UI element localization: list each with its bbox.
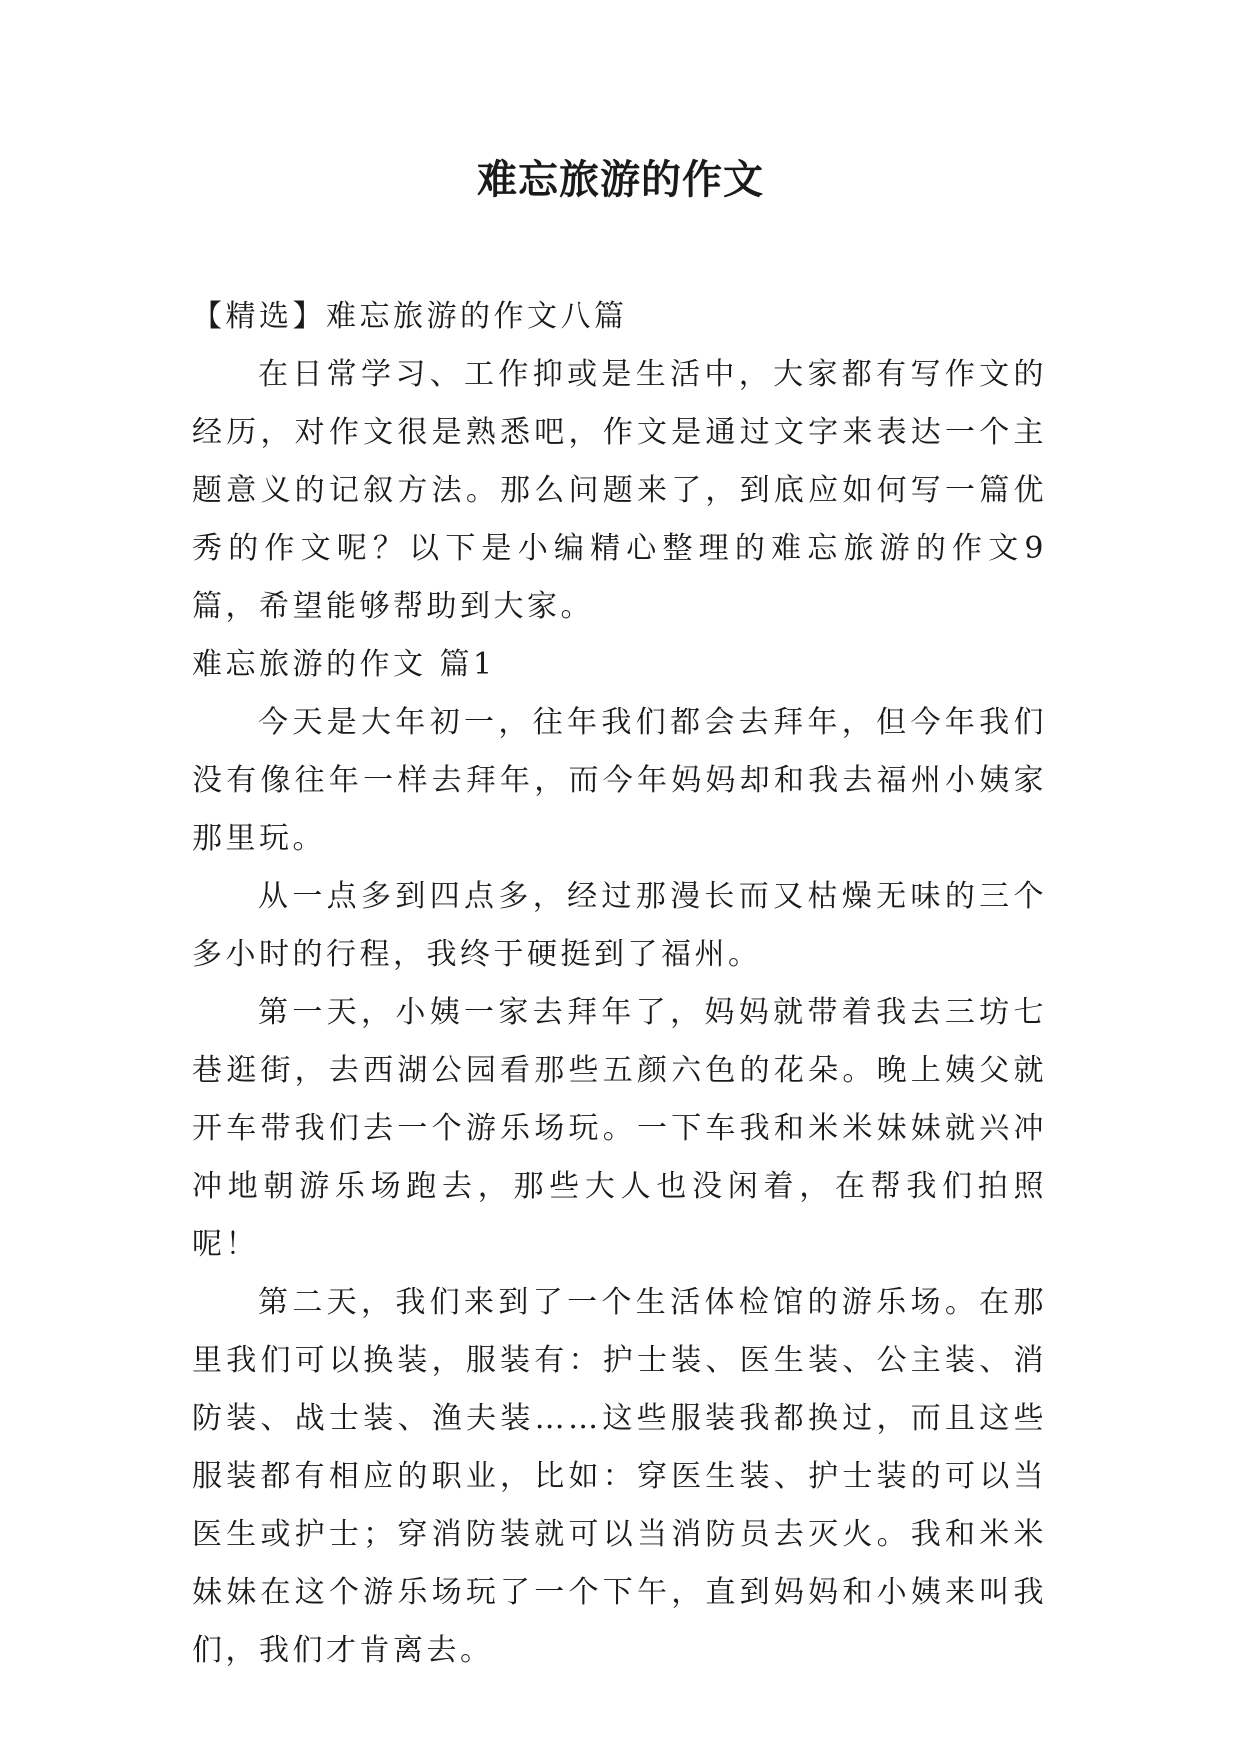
body-paragraph: 第一天，小姨一家去拜年了，妈妈就带着我去三坊七巷逛街，去西湖公园看那些五颜六色的花朵。晚上姨父就开车带我们去一个游乐场玩。一下车我和米米妹妹就兴冲冲地朝游乐场跑去，那些大人也没闲着，在帮我们拍照呢！ bbox=[192, 995, 1047, 1262]
body-paragraph: 第二天，我们来到了一个生活体检馆的游乐场。在那里我们可以换装，服装有：护士装、医生装、公主装、消防装、战士装、渔夫装……这些服装我都换过，而且这些服装都有相应的职业，比如：穿医生装、护士装的可以当医生或护士；穿消防装就可以当消防员去灭火。我和米米妹妹在这个游乐场玩了一个下午，直到妈妈和小姨来叫我们，我们才肯离去。 bbox=[192, 1285, 1047, 1668]
body-paragraph: 今天是大年初一，往年我们都会去拜年，但今年我们没有像往年一样去拜年，而今年妈妈却和我去福州小姨家那里玩。 bbox=[192, 705, 1047, 856]
intro-paragraph: 在日常学习、工作抑或是生活中，大家都有写作文的经历，对作文很是熟悉吧，作文是通过文字来表达一个主题意义的记叙方法。那么问题来了，到底应如何写一篇优秀的作文呢？以下是小编精心整理的难忘旅游的作文9篇，希望能够帮助到大家。 bbox=[192, 357, 1047, 624]
document-title: 难忘旅游的作文 bbox=[477, 156, 764, 203]
collection-title: 【精选】难忘旅游的作文八篇 bbox=[192, 299, 628, 334]
document-body bbox=[192, 288, 1047, 1680]
section-heading: 难忘旅游的作文 篇1 bbox=[192, 647, 496, 682]
body-paragraph: 从一点多到四点多，经过那漫长而又枯燥无味的三个多小时的行程，我终于硬挺到了福州。 bbox=[192, 879, 1047, 972]
